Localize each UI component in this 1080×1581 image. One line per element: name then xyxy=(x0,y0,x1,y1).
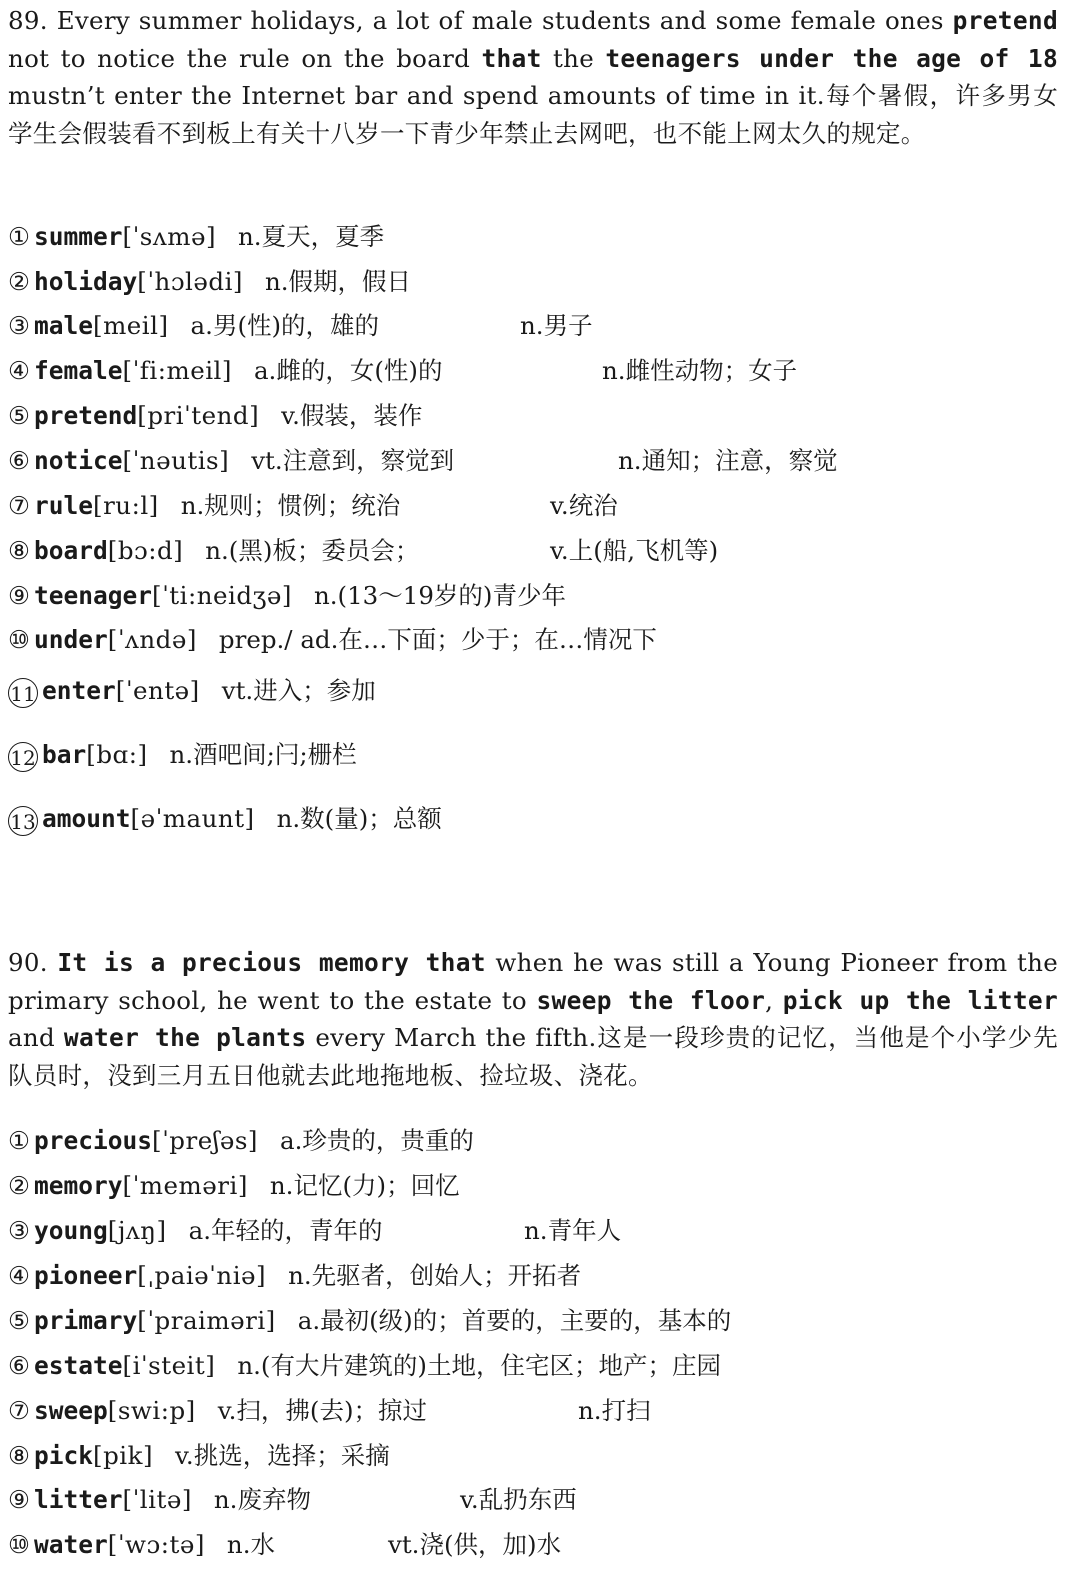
vocab-item xyxy=(8,1212,1068,1247)
item-number: 13 xyxy=(8,806,38,836)
phonetic: [ˈti:neidʒə] xyxy=(152,581,292,610)
definition: n.废弃物 xyxy=(213,1485,311,1514)
definition: a.最初(级)的；首要的，主要的，基本的 xyxy=(297,1306,732,1335)
definition: n.(13～19岁的)青少年 xyxy=(313,581,566,610)
definition: n.先驱者，创始人；开拓者 xyxy=(288,1261,582,1290)
vocab-item xyxy=(8,736,1068,772)
definition-secondary: n.男子 xyxy=(520,311,593,340)
vocab-word: under xyxy=(34,625,108,654)
sentence-text: Every summer holidays, a lot of male students and some female ones xyxy=(47,6,953,35)
sentence-text: the xyxy=(541,43,606,73)
vocab-item xyxy=(8,1526,1068,1561)
definition: vt.进入；参加 xyxy=(221,676,376,705)
vocab-word: pioneer xyxy=(34,1261,138,1290)
sentence-text: mustn’t enter the Internet bar and spend amounts of time in it.每个暑假，许多男女学生会假装看不到板上有关十八岁一下青少年禁止去网吧，也不能上网太久的规定。 xyxy=(8,81,1058,148)
sentence-number: 90. xyxy=(8,948,48,977)
vocab-word: litter xyxy=(34,1485,123,1514)
vocab-item xyxy=(8,397,1068,432)
sentence-text: not to notice the rule on the board xyxy=(8,43,482,73)
item-number: 12 xyxy=(8,742,38,772)
item-number: ⑨ xyxy=(8,1485,30,1514)
definition: n.数(量)；总额 xyxy=(276,804,442,833)
phonetic: [meil] xyxy=(93,311,169,340)
definition: n.酒吧间;闩;栅栏 xyxy=(169,740,357,769)
phonetic: [ˈwɔ:tə] xyxy=(107,1530,205,1559)
phonetic: [bɑ:] xyxy=(86,740,148,769)
item-number: ④ xyxy=(8,356,30,385)
item-number: ⑩ xyxy=(8,1530,30,1559)
vocab-item xyxy=(8,1167,1068,1202)
definition: a.男(性)的，雄的 xyxy=(190,311,380,340)
item-number: ⑧ xyxy=(8,536,30,565)
vocab-word: sweep xyxy=(34,1396,108,1425)
item-number: ⑨ xyxy=(8,581,30,610)
phonetic: [bɔ:d] xyxy=(107,536,184,565)
vocab-word: teenager xyxy=(34,581,153,610)
vocab-item xyxy=(8,352,1068,387)
phonetic: [priˈtend] xyxy=(137,401,260,430)
vocab-word: estate xyxy=(34,1351,123,1380)
vocab-item xyxy=(8,577,1068,612)
phonetic: [ˈʌndə] xyxy=(107,625,197,654)
vocab-word: holiday xyxy=(34,267,138,296)
phonetic: [ˌpaiəˈniə] xyxy=(137,1261,267,1290)
definition-secondary: n.青年人 xyxy=(524,1216,622,1245)
definition: n.假期，假日 xyxy=(264,267,412,296)
item-number: ③ xyxy=(8,1216,30,1245)
definition: a.珍贵的，贵重的 xyxy=(280,1126,474,1155)
item-number: 11 xyxy=(8,678,38,708)
phonetic: [iˈsteit] xyxy=(122,1351,216,1380)
vocab-item xyxy=(8,487,1068,522)
vocab-item xyxy=(8,263,1068,298)
item-number: ② xyxy=(8,267,30,296)
sentence-90 xyxy=(8,944,1058,1094)
phonetic: [ˈpraiməri] xyxy=(137,1306,276,1335)
phonetic: [ˈpreʃəs] xyxy=(152,1126,258,1155)
phonetic: [ˈentə] xyxy=(115,676,200,705)
phonetic: [ˈmeməri] xyxy=(122,1171,248,1200)
vocab-word: pick xyxy=(34,1441,94,1470)
item-number: ① xyxy=(8,222,30,251)
phonetic: [pik] xyxy=(93,1441,153,1470)
definition: n.(黑)板；委员会； xyxy=(205,536,420,565)
item-number: ⑧ xyxy=(8,1441,30,1470)
definition: a.年轻的，青年的 xyxy=(188,1216,383,1245)
vocab-item xyxy=(8,621,1068,656)
vocab-item xyxy=(8,672,1068,708)
vocab-item xyxy=(8,1481,1068,1516)
vocab-word: rule xyxy=(34,491,94,520)
phonetic: [ˈsʌmə] xyxy=(122,222,217,251)
sentence-number: 89. xyxy=(8,6,48,35)
item-number: ⑤ xyxy=(8,1306,30,1335)
definition-secondary: v.上(船,飞机等) xyxy=(550,536,719,565)
vocab-item xyxy=(8,1392,1068,1427)
key-phrase: pretend xyxy=(952,6,1058,35)
definition: vt.注意到，察觉到 xyxy=(251,446,455,475)
definition: n.水 xyxy=(226,1530,275,1559)
phonetic: [jʌŋ] xyxy=(107,1216,167,1245)
definition: n.规则；惯例；统治 xyxy=(180,491,401,520)
vocab-word: water xyxy=(34,1530,108,1559)
vocab-word: summer xyxy=(34,222,123,251)
vocab-word: pretend xyxy=(34,401,138,430)
vocab-word: memory xyxy=(34,1171,123,1200)
item-number: ② xyxy=(8,1171,30,1200)
phonetic: [əˈmaunt] xyxy=(130,804,255,833)
item-number: ③ xyxy=(8,311,30,340)
key-phrase: water the plants xyxy=(63,1023,307,1052)
definition: v.挑选，选择；采摘 xyxy=(175,1441,390,1470)
phonetic: [ˈhɔlədi] xyxy=(137,267,243,296)
vocab-item xyxy=(8,1257,1068,1292)
item-number: ⑩ xyxy=(8,625,30,654)
key-phrase: teenagers under the age of 18 xyxy=(605,43,1058,73)
item-number: ⑦ xyxy=(8,1396,30,1425)
phonetic: [ˈnəutis] xyxy=(122,446,230,475)
vocab-word: young xyxy=(34,1216,108,1245)
vocab-item xyxy=(8,442,1068,477)
definition-secondary: v.乱扔东西 xyxy=(460,1485,577,1514)
phonetic: [ˈfi:meil] xyxy=(122,356,232,385)
definition: a.雌的，女(性)的 xyxy=(253,356,443,385)
sentence-text: every March the fifth.这是一段珍贵的记忆，当他是个小学少先队员时，没到三月五日他就去此地拖地板、捡垃圾、浇花。 xyxy=(8,1023,1059,1090)
vocab-word: amount xyxy=(42,804,131,833)
definition-secondary: n.打扫 xyxy=(578,1396,651,1425)
definition: n.(有大片建筑的)土地，住宅区；地产；庄园 xyxy=(237,1351,721,1380)
definition-secondary: n.雌性动物；女子 xyxy=(602,356,798,385)
item-number: ④ xyxy=(8,1261,30,1290)
vocab-word: bar xyxy=(42,740,87,769)
definition: n.记忆(力)；回忆 xyxy=(269,1171,460,1200)
definition: n.夏天，夏季 xyxy=(238,222,385,251)
item-number: ⑥ xyxy=(8,446,30,475)
vocab-item xyxy=(8,1347,1068,1382)
vocab-word: enter xyxy=(42,676,116,705)
vocab-word: notice xyxy=(34,446,123,475)
definition: v.扫，拂(去)；掠过 xyxy=(217,1396,428,1425)
vocab-item xyxy=(8,307,1068,342)
item-number: ① xyxy=(8,1126,30,1155)
vocab-word: primary xyxy=(34,1306,138,1335)
key-phrase: sweep the floor xyxy=(536,985,766,1015)
phonetic: [ˈlitə] xyxy=(122,1485,192,1514)
definition: prep./ ad.在…下面；少于；在…情况下 xyxy=(218,625,657,654)
definition-secondary: vt.浇(供，加)水 xyxy=(388,1530,562,1559)
key-phrase: that xyxy=(481,43,542,73)
vocab-item xyxy=(8,1437,1068,1472)
vocab-word: board xyxy=(34,536,108,565)
vocab-item xyxy=(8,800,1068,836)
definition-secondary: n.通知；注意，察觉 xyxy=(618,446,838,475)
item-number: ⑥ xyxy=(8,1351,30,1380)
sentence-text: when he was still a Young Pioneer from the primary school, he went to the estate to xyxy=(8,948,1058,1015)
phonetic: [ru:l] xyxy=(93,491,159,520)
vocab-word: male xyxy=(34,311,94,340)
key-phrase: It is a precious memory that xyxy=(57,948,486,977)
sentence-text: , xyxy=(765,985,783,1015)
item-number: ⑦ xyxy=(8,491,30,520)
definition: v.假装，装作 xyxy=(281,401,423,430)
sentence-text xyxy=(48,948,58,977)
vocab-word: female xyxy=(34,356,123,385)
vocab-word: precious xyxy=(34,1126,153,1155)
vocab-item xyxy=(8,1302,1068,1337)
phonetic: [swi:p] xyxy=(107,1396,196,1425)
sentence-89 xyxy=(8,2,1058,152)
vocab-item xyxy=(8,218,1068,253)
definition-secondary: v.统治 xyxy=(550,491,618,520)
item-number: ⑤ xyxy=(8,401,30,430)
key-phrase: pick up the litter xyxy=(782,985,1058,1015)
vocab-item xyxy=(8,1122,1068,1157)
vocab-item xyxy=(8,532,1068,567)
sentence-text: and xyxy=(8,1023,64,1052)
